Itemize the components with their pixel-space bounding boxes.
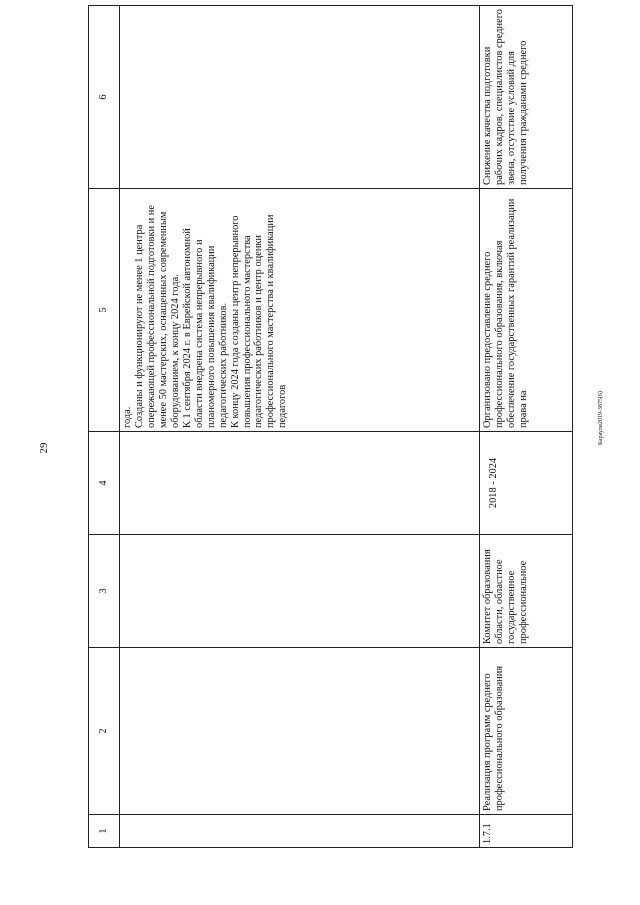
cell-executor: Комитет образования области, областное государственное профессиональное bbox=[480, 535, 573, 648]
header-col-5: 5 bbox=[89, 189, 120, 432]
rotated-table-wrapper bbox=[88, 9, 573, 848]
cell-number: 1.7.1 bbox=[480, 815, 573, 848]
cell-result: Организовано предоставление среднего профессионального образования, включая обеспечение государственных гарантий реализации права на bbox=[480, 189, 573, 432]
cell-empty bbox=[120, 6, 480, 189]
header-row bbox=[89, 6, 120, 848]
table-row bbox=[480, 6, 573, 848]
cell-empty bbox=[120, 535, 480, 648]
document-stamp: Караули2019-3875(6) bbox=[598, 391, 604, 445]
header-col-3: 3 bbox=[89, 535, 120, 648]
page-number: 29 bbox=[38, 442, 50, 454]
header-col-4: 4 bbox=[89, 432, 120, 535]
cell-period: 2018 - 2024 bbox=[480, 432, 573, 535]
header-col-1: 1 bbox=[89, 815, 120, 848]
cell-activity-name: Реализация программ среднего профессионального образования bbox=[480, 648, 573, 815]
program-table bbox=[88, 5, 573, 848]
cell-empty bbox=[120, 648, 480, 815]
cell-result-continued: года. Созданы и функционируют не менее 1 центра опережающей профессиональной подготовки и не менее 50 мастерских, оснащенных современным оборудованием, к концу 2024 года. К 1 сентября 2024 г. в Еврейской автономной области внедрена система непрерывного и планомерного повышения квалификации педагогических работников. К концу 2024 года созданы центр непрерывного повышения профессионального мастерства педагогических работников и центр оценки профессионального мастерства и квалификации педагогов bbox=[120, 189, 480, 432]
cell-empty bbox=[120, 815, 480, 848]
cell-consequence: Снижение качества подготовки рабочих кадров, специалистов среднего звена, отсутствие условий для получения гражданами среднего bbox=[480, 6, 573, 189]
table-row bbox=[120, 6, 480, 848]
cell-empty bbox=[120, 432, 480, 535]
header-col-6: 6 bbox=[89, 6, 120, 189]
header-col-2: 2 bbox=[89, 648, 120, 815]
